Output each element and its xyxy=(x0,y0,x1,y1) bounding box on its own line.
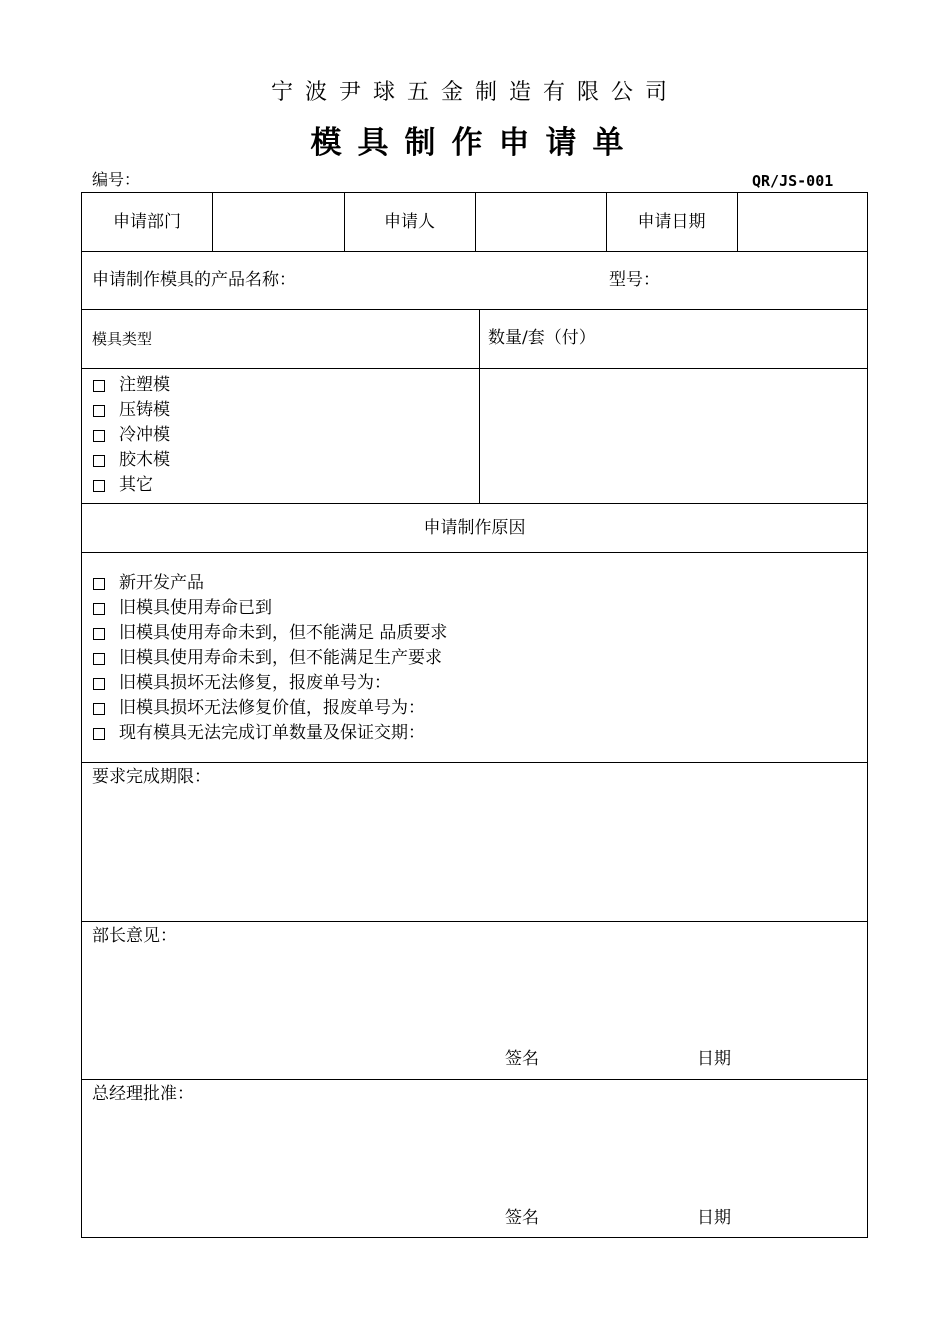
checkbox-icon[interactable] xyxy=(93,678,105,690)
company-name: 宁波尹球五金制造有限公司 xyxy=(270,80,679,105)
mold-type-option[interactable]: 胶木模 xyxy=(93,448,170,473)
checkbox-icon[interactable] xyxy=(93,405,105,417)
model-label: 型号： xyxy=(609,270,660,290)
checkbox-icon[interactable] xyxy=(93,480,105,492)
gm-sign-label: 签名 xyxy=(505,1208,539,1228)
checkbox-icon[interactable] xyxy=(93,603,105,615)
reason-checklist xyxy=(93,571,447,746)
reason-option[interactable]: 旧模具使用寿命已到 xyxy=(93,596,447,621)
reason-option[interactable]: 旧模具使用寿命未到，但不能满足生产要求 xyxy=(93,646,447,671)
minister-opinion-field[interactable] xyxy=(92,951,857,1041)
deadline-field[interactable] xyxy=(92,793,857,913)
apply-date-field[interactable] xyxy=(738,203,867,241)
checkbox-icon[interactable] xyxy=(93,703,105,715)
divider xyxy=(82,921,867,922)
divider xyxy=(82,309,867,310)
reason-option[interactable]: 旧模具使用寿命未到，但不能满足 品质要求 xyxy=(93,621,447,646)
gm-approval-label: 总经理批准： xyxy=(92,1084,194,1104)
minister-opinion-label: 部长意见： xyxy=(92,926,177,946)
reason-option[interactable]: 旧模具损坏无法修复价值，报废单号为： xyxy=(93,696,447,721)
product-name-label: 申请制作模具的产品名称： xyxy=(92,270,296,290)
form-title: 模具制作申请单 xyxy=(310,125,640,161)
quantity-label: 数量/套（付） xyxy=(488,328,596,348)
mold-type-option[interactable]: 冷冲模 xyxy=(93,423,170,448)
divider xyxy=(82,503,867,504)
checkbox-icon[interactable] xyxy=(93,653,105,665)
minister-date-label: 日期 xyxy=(697,1049,731,1069)
checkbox-icon[interactable] xyxy=(93,628,105,640)
mold-type-label: 模具类型 xyxy=(92,330,153,348)
quantity-field[interactable] xyxy=(484,375,864,497)
dept-field[interactable] xyxy=(213,203,343,241)
checkbox-icon[interactable] xyxy=(93,455,105,467)
doc-number-label: 编号： xyxy=(92,170,141,189)
mold-type-checklist xyxy=(93,373,170,498)
application-form-table xyxy=(81,192,868,1238)
checkbox-icon[interactable] xyxy=(93,430,105,442)
reason-option[interactable]: 现有模具无法完成订单数量及保证交期： xyxy=(93,721,447,746)
applicant-field[interactable] xyxy=(476,203,605,241)
reason-option[interactable]: 新开发产品 xyxy=(93,571,447,596)
divider xyxy=(82,552,867,553)
divider xyxy=(82,1079,867,1080)
checkbox-icon[interactable] xyxy=(93,380,105,392)
checkbox-icon[interactable] xyxy=(93,728,105,740)
doc-code: QR/JS-001 xyxy=(752,172,834,190)
reason-heading: 申请制作原因 xyxy=(423,518,526,538)
applicant-label: 申请人 xyxy=(384,212,435,232)
divider xyxy=(82,251,867,252)
dept-label: 申请部门 xyxy=(113,212,181,232)
reason-option[interactable]: 旧模具损坏无法修复，报废单号为： xyxy=(93,671,447,696)
minister-sign-label: 签名 xyxy=(505,1049,539,1069)
divider xyxy=(82,762,867,763)
divider xyxy=(479,309,480,503)
apply-date-label: 申请日期 xyxy=(637,212,706,232)
checkbox-icon[interactable] xyxy=(93,578,105,590)
gm-approval-field[interactable] xyxy=(92,1109,857,1199)
mold-type-option[interactable]: 其它 xyxy=(93,473,170,498)
deadline-label: 要求完成期限： xyxy=(92,767,211,787)
gm-date-label: 日期 xyxy=(697,1208,731,1228)
divider xyxy=(82,368,867,369)
mold-type-option[interactable]: 注塑模 xyxy=(93,373,170,398)
mold-type-option[interactable]: 压铸模 xyxy=(93,398,170,423)
